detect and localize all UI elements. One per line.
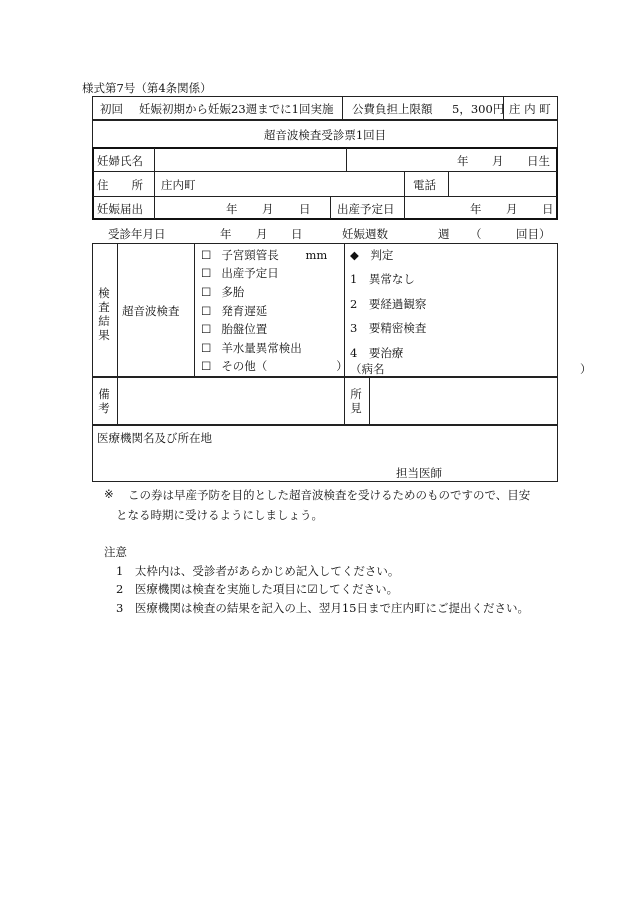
caution-title: 注意	[104, 545, 127, 559]
check-item-label: 胎盤位置	[221, 322, 268, 336]
check-item-6[interactable]	[201, 340, 302, 356]
birth-year-label: 年	[457, 154, 469, 168]
phone-label: 電話	[413, 178, 436, 192]
remarks-field[interactable]	[119, 380, 341, 422]
report-year-label: 年	[226, 202, 238, 216]
doctor-label: 担当医師	[396, 466, 442, 480]
visit-year-label: 年	[220, 227, 232, 241]
visit-month-label: 月	[256, 227, 268, 241]
notice-line-2: となる時期に受けるようにしましょう。	[116, 508, 323, 522]
judgment-3[interactable]: 3 要精密検査	[350, 321, 427, 335]
disease-name-field[interactable]: （病名 ）	[350, 362, 592, 376]
checkbox-icon[interactable]: ☐	[201, 341, 212, 355]
judgment-label: ◆ 判定	[350, 248, 394, 262]
pregnant-name-field[interactable]	[156, 151, 344, 169]
findings-label: 所見	[350, 387, 362, 415]
checkbox-icon[interactable]: ☐	[201, 248, 212, 262]
caution-item-3: 3 医療機関は検査の結果を記入の上、翌月15日まで庄内町にご提出ください。	[116, 601, 529, 615]
address-value[interactable]: 庄内町	[161, 178, 196, 192]
visit-times: （ 回目）	[470, 227, 551, 241]
judgment-4[interactable]: 4 要治療	[350, 346, 404, 360]
check-item-label: 多胎	[221, 285, 245, 299]
notice-mark: ※	[104, 487, 114, 501]
due-date-label: 出産予定日	[337, 202, 395, 216]
judgment-2[interactable]: 2 要経過観察	[350, 297, 427, 311]
check-item-3[interactable]	[201, 284, 244, 300]
period-text: 妊娠初期から妊娠23週までに1回実施	[139, 102, 334, 116]
form-number: 様式第7号（第4条関係）	[82, 81, 212, 95]
check-item-5[interactable]	[201, 321, 267, 337]
cost-value: 5，300円	[452, 102, 505, 116]
check-item-label: その他（ ）	[221, 359, 348, 373]
check-item-1[interactable]	[201, 247, 327, 263]
check-item-label: 子宮頸管長 mm	[221, 248, 328, 262]
check-item-label: 発育遅延	[221, 304, 268, 318]
report-month-label: 月	[262, 202, 274, 216]
notice-line-1: この券は早産予防を目的とした超音波検査を受けるためのものですので、目安	[128, 488, 531, 502]
form-title: 超音波検査受診票1回目	[263, 128, 387, 142]
checkbox-icon[interactable]: ☐	[201, 285, 212, 299]
check-item-label: 出産予定日	[221, 266, 279, 280]
facility-label: 医療機関名及び所在地	[97, 431, 212, 445]
birth-day-label: 日生	[527, 154, 550, 168]
phone-field[interactable]	[450, 174, 554, 194]
caution-item-1: 1 太枠内は、受診者があらかじめ記入してください。	[116, 564, 400, 578]
judgment-1[interactable]: 1 異常なし	[350, 272, 415, 286]
check-item-2[interactable]	[201, 265, 279, 281]
checkbox-icon[interactable]: ☐	[201, 266, 212, 280]
checkbox-icon[interactable]: ☐	[201, 304, 212, 318]
check-item-label: 羊水量異常検出	[221, 341, 302, 355]
pregnancy-report-label: 妊娠届出	[97, 202, 143, 216]
pregnancy-weeks-label: 妊娠週数	[342, 227, 388, 241]
cost-label: 公費負担上限額	[352, 102, 433, 116]
visit-day-label: 日	[291, 227, 303, 241]
town-name: 庄 内 町	[509, 102, 551, 116]
weeks-unit: 週	[438, 227, 450, 241]
remarks-label: 備考	[98, 387, 110, 415]
ultrasound-exam-label: 超音波検査	[122, 304, 180, 318]
report-day-label: 日	[299, 202, 311, 216]
checkbox-icon[interactable]: ☐	[201, 359, 212, 373]
due-year-label: 年	[470, 202, 482, 216]
birth-month-label: 月	[492, 154, 504, 168]
checkbox-icon[interactable]: ☐	[201, 322, 212, 336]
pregnant-name-label: 妊婦氏名	[97, 154, 143, 168]
findings-field[interactable]	[372, 380, 554, 422]
due-month-label: 月	[506, 202, 518, 216]
due-day-label: 日	[542, 202, 554, 216]
round-label: 初回	[100, 102, 123, 116]
check-item-4[interactable]	[201, 303, 267, 319]
results-section-label: 検査結果	[98, 286, 110, 342]
address-label: 住 所	[97, 178, 143, 192]
visit-date-label: 受診年月日	[108, 227, 166, 241]
check-item-7[interactable]	[201, 358, 348, 374]
caution-item-2: 2 医療機関は検査を実施した項目に☑してください。	[116, 582, 399, 596]
